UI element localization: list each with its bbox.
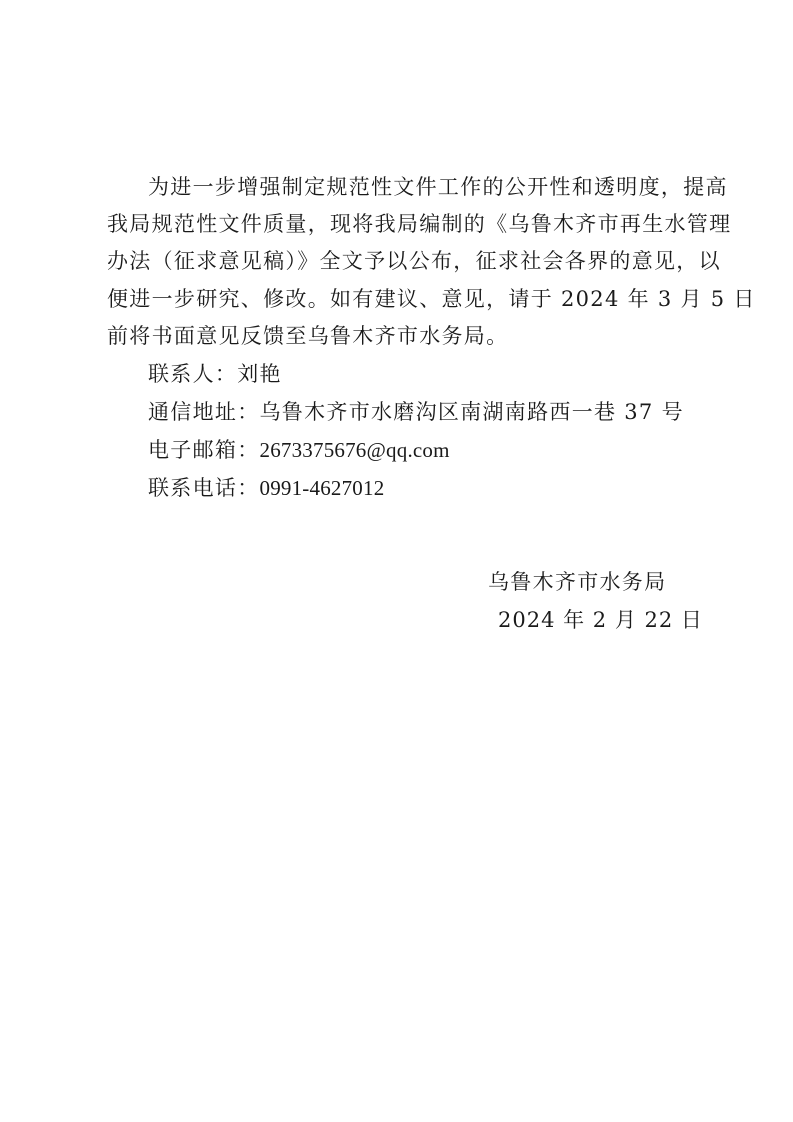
notice-line-1: 为进一步增强制定规范性文件工作的公开性和透明度，提高	[148, 175, 728, 199]
notice-line-4: 便进一步研究、修改。如有建议、意见，请于 2024 年 3 月 5 日	[107, 287, 756, 311]
signature-date: 2024 年 2 月 22 日	[498, 608, 703, 632]
contact-phone-value: 0991-4627012	[259, 476, 385, 500]
signature-organization: 乌鲁木齐市水务局	[488, 570, 667, 594]
contact-address	[148, 397, 684, 427]
contact-phone	[148, 473, 384, 503]
contact-person-value: 刘艳	[237, 362, 282, 386]
contact-email-value: 2673375676@qq.com	[259, 438, 450, 462]
contact-email-label: 电子邮箱：	[148, 438, 260, 462]
notice-line-3: 办法（征求意见稿）》全文予以公布，征求社会各界的意见，以	[107, 249, 721, 273]
contact-email	[148, 435, 450, 465]
notice-line-5: 前将书面意见反馈至乌鲁木齐市水务局。	[107, 324, 509, 348]
contact-address-value: 乌鲁木齐市水磨沟区南湖南路西一巷 37 号	[259, 400, 684, 424]
notice-line-2: 我局规范性文件质量，现将我局编制的《乌鲁木齐市再生水管理	[107, 212, 732, 236]
contact-address-label: 通信地址：	[148, 400, 260, 424]
contact-phone-label: 联系电话：	[148, 476, 260, 500]
contact-person	[148, 359, 282, 389]
contact-person-label: 联系人：	[148, 362, 238, 386]
